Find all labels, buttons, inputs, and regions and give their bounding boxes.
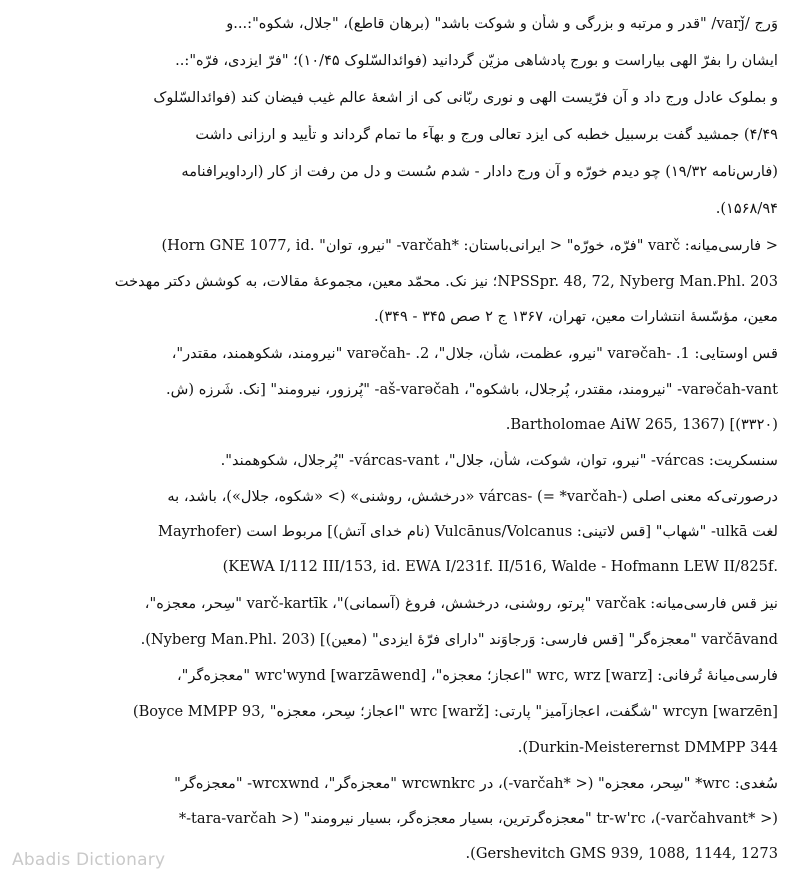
text-line: (< *varčahvant-)، tr-w'rc "معجزه‌گرترین، بسیار معجزه‌گر، بسیار نیرومند" (< tara-varčah-* — [178, 810, 778, 827]
text-line: فارسی‌میانهٔ تُرفانی: wrc, wrz [warz] "اعجاز؛ معجزه"، wrc'wynd [warzāwend] "معجزه‌گر"، — [176, 667, 778, 684]
text-line: سُغدی: wrc* "سِحر، معجزه" (< *varčah-)، در wrcwnkrc "معجزه‌گر"، wrcxwnd- "معجزه‌گر" — [174, 775, 778, 792]
text-line: وَرج /varǰ/ "قدر و مرتبه و بزرگی و شأن و شوکت باشد" (برهان قاطع)، "جلال، شکوه":...و — [226, 15, 778, 32]
text-line: varčāvand "معجزه‌گر" [قس فارسی: وَرجاوَند "دارای فرّهٔ ایزدی" (معین)] (Nyberg Man.Phl. 203). — [140, 631, 778, 648]
text-line: (فارس‌نامه ۱۹/۳۲) چو دیدم خورّه و آن ورج دادار - شدم سُست و دل من رفت از کار (ارداویرافنامه — [181, 163, 778, 180]
text-line: < فارسی‌میانه: varč "فرّه، خورّه" < ایرانی‌باستان: *varčah- "نیرو، توان" .Horn GNE 1077, id) — [161, 237, 778, 254]
text-line: NPSSpr. 48, 72, Nyberg Man.Phl. 203؛ نیز نک. محمّد معین، مجموعهٔ مقالات، به کوشش دکتر مهدخت — [114, 273, 778, 290]
text-line: varəčah-vant- "نیرومند، مقتدر، پُرجلال، باشکوه"، aš-varəčah- "پُرزور، نیرومند" [نک. شَرزه (ش. — [165, 381, 778, 398]
text-line: ایشان را بفرّ الهی بیاراست و بورج پادشاهی مزیّن گردانید (فوائدالسّلوک ۱۰/۴۵)؛ "فرّ ایزدی، فرّه":.. — [175, 52, 778, 69]
text-line: wrcyn [warzēn] "شگفت، اعجازآمیز" پارتی: wrc [warž] "اعجاز؛ سِحر، معجزه" ,Boyce MMPP 93) — [132, 703, 778, 720]
text-line: قس اوستایی: varəčah- .1 "نیرو، عظمت، شأن، جلال"، varəčah- .2 "نیرومند، شکوهمند، مقتدر"، — [171, 345, 778, 362]
text-line: ۱۵۶۸/۹۴). — [715, 200, 778, 217]
text-line: و بملوک عادل ورج داد و آن فرّیست الهی و نوری ربّانی کی از اشعهٔ عالم غیب فیضان کند (فوائدالسّلوک — [153, 89, 778, 106]
text-line: نیز قس فارسی‌میانه: varčak "پرتو، روشنی، درخشش، فروغ (آسمانی)"، varč-kartīk "سِحر، معجزه"، — [144, 595, 778, 612]
text-line: ۴/۴۹) جمشید گفت برسبیل خطبه کی ایزد تعالی ورج و بهآء ما تمام گرداند و تأیید و ارزانی داشت — [195, 126, 778, 143]
text-line: Gershevitch GMS 939, 1088, 1144, 1273). — [465, 845, 778, 862]
text-line: .KEWA I/112 III/153, id. EWA I/231f. II/516, Walde - Hofmann LEW II/825f) — [222, 558, 778, 575]
text-line: Bartholomae AiW 265, 1367) [(۳۳۲۰). — [505, 416, 778, 433]
text-line: لغت ulkā- "شهاب" [قس لاتینی: Vulcānus/Volcanus (نام خدای آتش)] مربوط است (Mayrhofer — [158, 523, 778, 540]
text-line: سنسکریت: várcas- "نیرو، توان، شوکت، شأن، جلال"، várcas-vant- "پُرجلال، شکوهمند". — [220, 452, 778, 469]
watermark: Abadis Dictionary — [12, 850, 166, 870]
text-line: Durkin-Meisterernst DMMPP 344). — [517, 739, 778, 756]
text-line: درصورتی‌که معنی اصلی várcas- (= *varčah-) «درخشش، روشنی» (> «شکوه، جلال»)، باشد، به — [167, 488, 778, 505]
text-line: معین، مؤسّسهٔ انتشارات معین، تهران، ۱۳۶۷ ج ۲ صص ۳۴۵ - ۳۴۹). — [374, 308, 778, 325]
